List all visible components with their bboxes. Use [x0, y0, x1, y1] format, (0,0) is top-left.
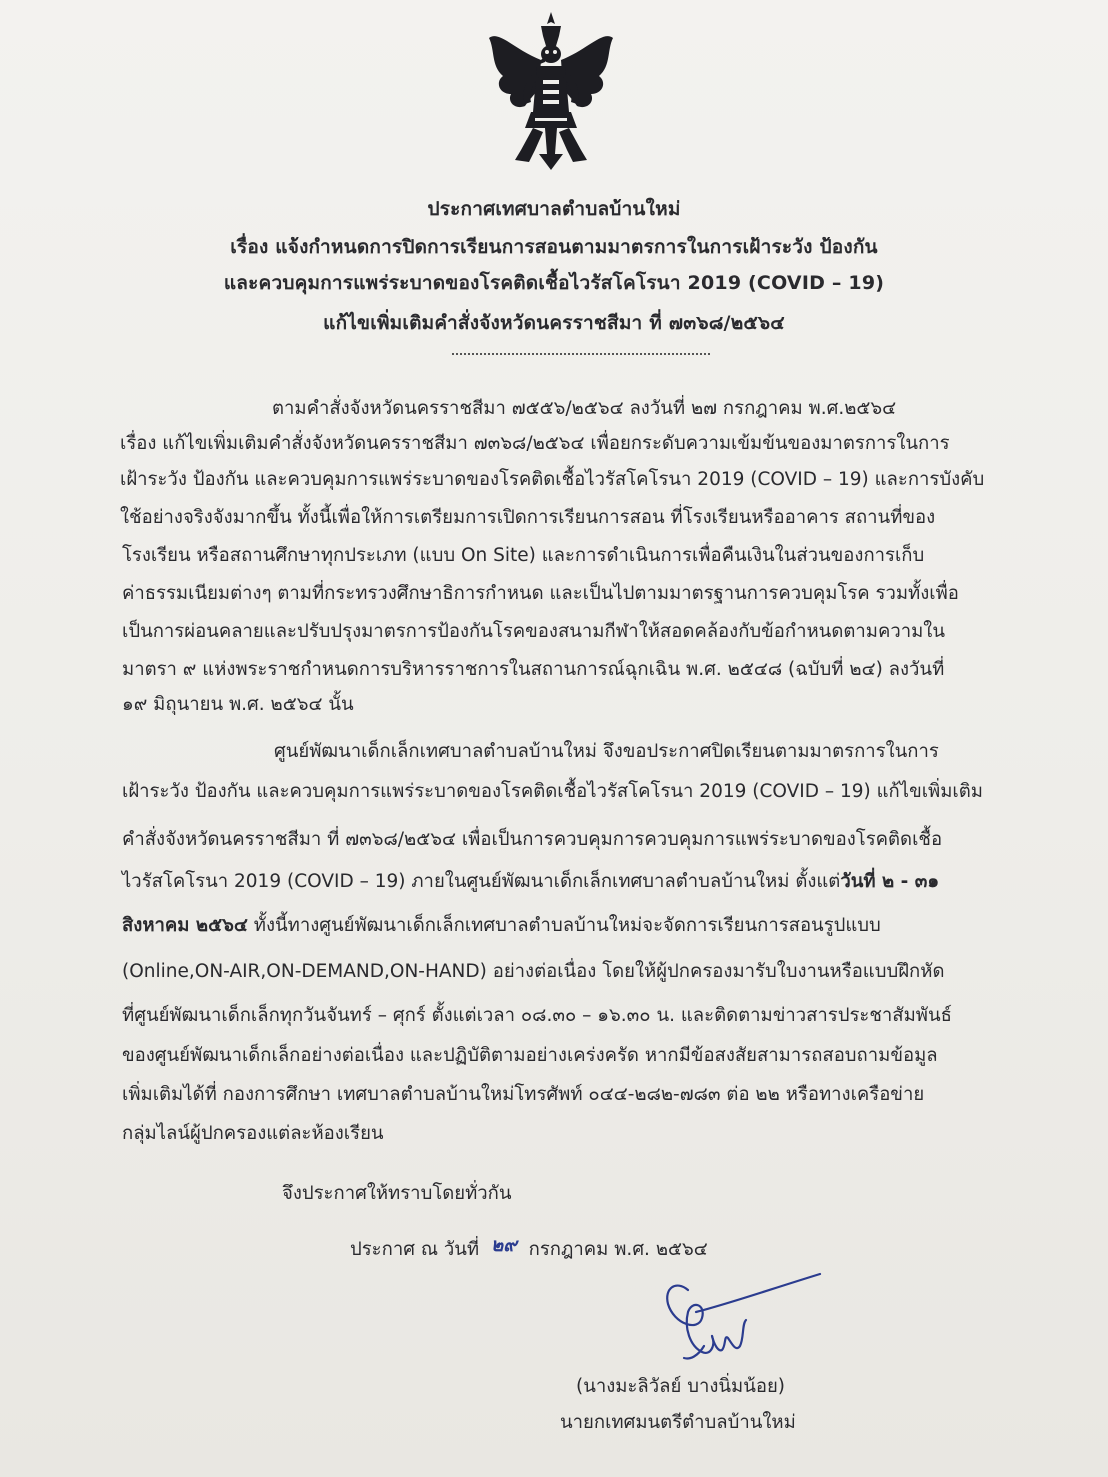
paragraph-2-text: ไวรัสโคโรนา 2019 (COVID – 19) ภายในศูนย์พัฒนาเด็กเล็กเทศบาลตำบลบ้านใหม่ ตั้งแต่ — [122, 871, 841, 892]
paragraph-2-line — [122, 914, 881, 938]
subject-line-3: แก้ไขเพิ่มเติมคำสั่งจังหวัดนครราชสีมา ที่ ๗๓๖๘/๒๕๖๔ — [323, 312, 785, 334]
subject-line-2: และควบคุมการแพร่ระบาดของโรคติดเชื้อไวรัสโคโรนา 2019 (COVID – 19) — [223, 272, 885, 294]
paragraph-2-line: เพิ่มเติมได้ที่ กองการศึกษา เทศบาลตำบลบ้านใหม่โทรศัพท์ ๐๔๔-๒๘๒-๗๘๓ ต่อ ๒๒ หรือทางเครือข่าย — [122, 1084, 925, 1105]
closure-month: สิงหาคม ๒๕๖๔ — [122, 915, 248, 936]
announcement-date — [350, 1235, 708, 1262]
date-prefix: ประกาศ ณ วันที่ — [350, 1239, 480, 1260]
announcement-title: ประกาศเทศบาลตำบลบ้านใหม่ — [427, 198, 681, 220]
paragraph-1-line: โรงเรียน หรือสถานศึกษาทุกประเภท (แบบ On Site) และการดำเนินการเพื่อคืนเงินในส่วนของการเก็บ — [122, 545, 925, 566]
paragraph-1-line: เป็นการผ่อนคลายและปรับปรุงมาตรการป้องกันโรคของสนามกีฬาให้สอดคล้องกับข้อกำหนดตามความใน — [122, 621, 945, 642]
paragraph-2-line — [122, 870, 939, 894]
signatory-name: (นางมะลิวัลย์ บางนิ่มน้อย) — [576, 1376, 786, 1397]
paragraph-1-line: ตามคำสั่งจังหวัดนครราชสีมา ๗๕๕๖/๒๕๖๔ ลงวันที่ ๒๗ กรกฎาคม พ.ศ.๒๕๖๔ — [272, 398, 897, 419]
paragraph-2-line: คำสั่งจังหวัดนครราชสีมา ที่ ๗๓๖๘/๒๕๖๔ เพื่อเป็นการควบคุมการควบคุมการแพร่ระบาดของโรคติดเชื้อ — [122, 829, 943, 850]
handwritten-signature-icon — [618, 1260, 828, 1370]
garuda-emblem-icon — [485, 10, 617, 172]
subject-line-1: เรื่อง แจ้งกำหนดการปิดการเรียนการสอนตามมาตรการในการเฝ้าระวัง ป้องกัน — [230, 236, 878, 258]
paragraph-2-line: (Online,ON-AIR,ON-DEMAND,ON-HAND) อย่างต่อเนื่อง โดยให้ผู้ปกครองมารับใบงานหรือแบบฝึกหัด — [122, 961, 945, 982]
paragraph-2-text: ทั้งนี้ทางศูนย์พัฒนาเด็กเล็กเทศบาลตำบลบ้านใหม่จะจัดการเรียนการสอนรูปแบบ — [247, 915, 881, 936]
paragraph-1-line: มาตรา ๙ แห่งพระราชกำหนดการบริหารราชการในสถานการณ์ฉุกเฉิน พ.ศ. ๒๕๔๘ (ฉบับที่ ๒๔) ลงวันที่ — [122, 659, 945, 680]
paragraph-1-line: ค่าธรรมเนียมต่างๆ ตามที่กระทรวงศึกษาธิการกำหนด และเป็นไปตามมาตรฐานการควบคุมโรค รวมทั้งเพื่อ — [122, 583, 959, 604]
divider — [452, 353, 710, 355]
paragraph-2-line: ที่ศูนย์พัฒนาเด็กเล็กทุกวันจันทร์ – ศุกร์ ตั้งแต่เวลา ๐๘.๓๐ – ๑๖.๓๐ น. และติดตามข่าวสารประชาสัมพันธ์ — [122, 1005, 952, 1026]
closing-statement: จึงประกาศให้ทราบโดยทั่วกัน — [282, 1183, 512, 1204]
paragraph-1-line: ๑๙ มิถุนายน พ.ศ. ๒๕๖๔ นั้น — [122, 694, 354, 715]
paragraph-1-line: เรื่อง แก้ไขเพิ่มเติมคำสั่งจังหวัดนครราชสีมา ๗๓๖๘/๒๕๖๔ เพื่อยกระดับความเข้มข้นของมาตรการในการ — [120, 433, 950, 454]
closure-date-range: วันที่ ๒ - ๓๑ — [840, 871, 940, 892]
paragraph-2-line: ของศูนย์พัฒนาเด็กเล็กอย่างต่อเนื่อง และปฏิบัติตามอย่างเคร่งครัด หากมีข้อสงสัยสามารถสอบถามข้อมูล — [122, 1045, 938, 1066]
paragraph-2-line: กลุ่มไลน์ผู้ปกครองแต่ละห้องเรียน — [122, 1123, 384, 1144]
paragraph-2-line: ศูนย์พัฒนาเด็กเล็กเทศบาลตำบลบ้านใหม่ จึงขอประกาศปิดเรียนตามมาตรการในการ — [274, 741, 939, 762]
signatory-position: นายกเทศมนตรีตำบลบ้านใหม่ — [560, 1412, 796, 1433]
paragraph-2-line: เฝ้าระวัง ป้องกัน และควบคุมการแพร่ระบาดของโรคติดเชื้อไวรัสโคโรนา 2019 (COVID – 19) แก้ไขเพิ่มเติม — [122, 781, 983, 802]
paragraph-1-line: เฝ้าระวัง ป้องกัน และควบคุมการแพร่ระบาดของโรคติดเชื้อไวรัสโคโรนา 2019 (COVID – 19) และการบังคับ — [120, 469, 985, 490]
paragraph-1-line: ใช้อย่างจริงจังมากขึ้น ทั้งนี้เพื่อให้การเตรียมการเปิดการเรียนการสอน ที่โรงเรียนหรืออาคาร สถานที่ของ — [120, 507, 936, 528]
date-suffix: กรกฎาคม พ.ศ. ๒๕๖๔ — [528, 1239, 708, 1260]
handwritten-day: ๒๙ — [491, 1235, 517, 1256]
